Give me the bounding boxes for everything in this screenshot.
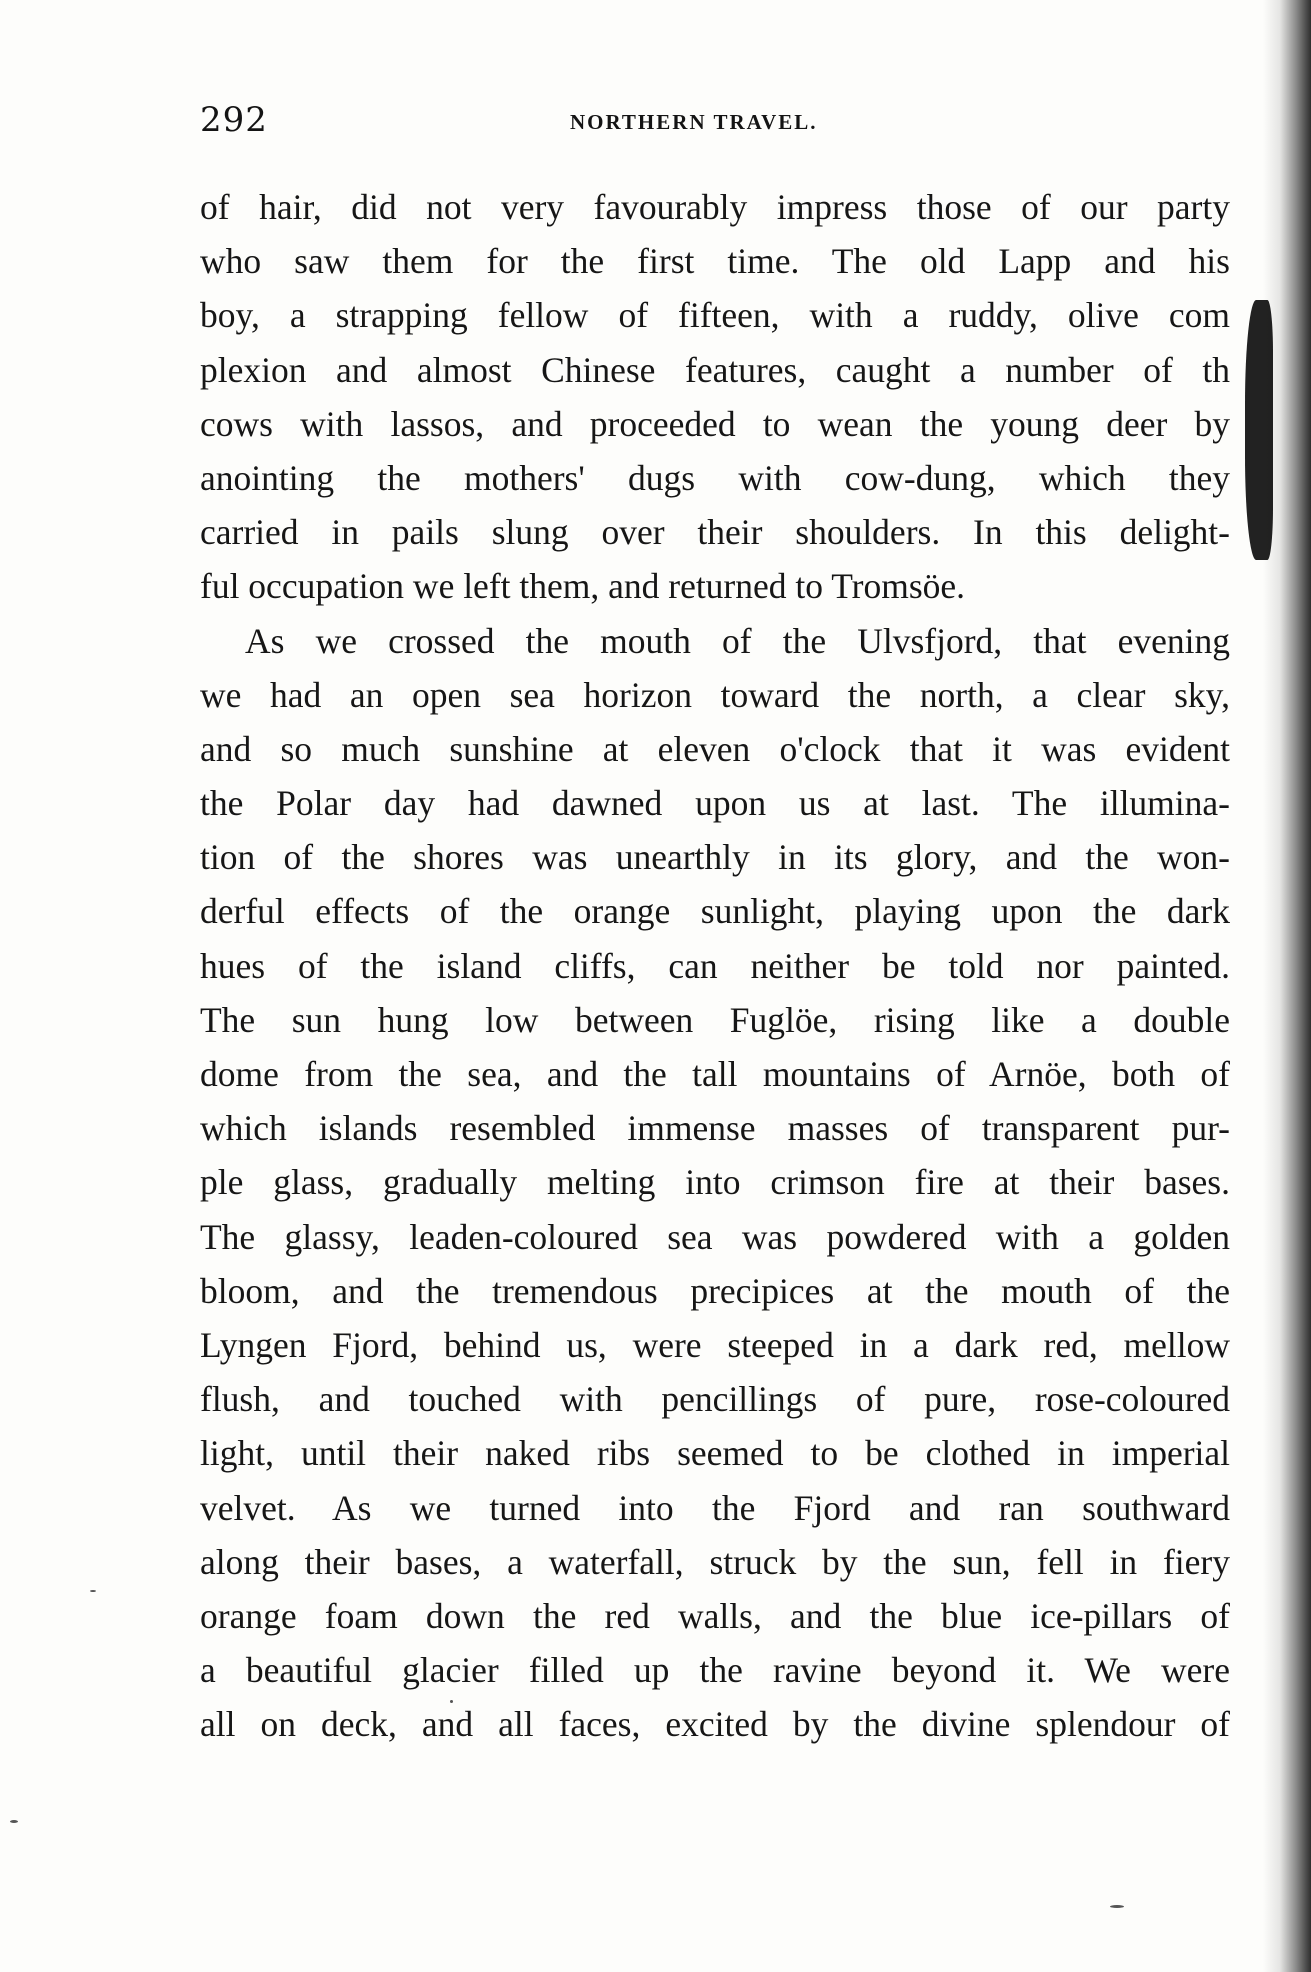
text-line: a beautiful glacier filled up the ravine beyond it. We were — [200, 1650, 1230, 1691]
binding-shadow — [1263, 0, 1311, 1972]
ink-blot — [1245, 300, 1273, 560]
text-line: we had an open sea horizon toward the north, a clear sky, — [200, 674, 1230, 715]
page-header — [200, 100, 1230, 160]
text-line: carried in pails slung over their shoulders. In this delight- — [200, 512, 1230, 553]
paper-speck — [90, 1590, 96, 1592]
body-text — [200, 180, 1230, 1751]
paragraph-start-line: As we crossed the mouth of the Ulvsfjord, that evening — [245, 620, 1230, 661]
text-line: tion of the shores was unearthly in its glory, and the won- — [200, 837, 1230, 878]
paper-speck — [1110, 1905, 1124, 1908]
text-line: boy, a strapping fellow of fifteen, with a ruddy, olive com — [200, 295, 1230, 336]
text-line: who saw them for the first time. The old Lapp and his — [200, 241, 1230, 282]
paper-speck — [450, 1700, 453, 1703]
text-line: and so much sunshine at eleven o'clock that it was evident — [200, 728, 1230, 769]
text-line: of hair, did not very favourably impress those of our party — [200, 187, 1230, 227]
text-line: derful effects of the orange sunlight, playing upon the dark — [200, 891, 1230, 932]
text-line: bloom, and the tremendous precipices at the mouth of the — [200, 1270, 1230, 1311]
text-line: The glassy, leaden-coloured sea was powdered with a golden — [200, 1216, 1230, 1257]
text-line: anointing the mothers' dugs with cow-dung, which they — [200, 457, 1230, 498]
text-line: all on deck, and all faces, excited by the divine splendour of — [200, 1704, 1230, 1745]
text-line: hues of the island cliffs, can neither be told nor painted. — [200, 945, 1230, 986]
text-line: cows with lassos, and proceeded to wean the young deer by — [200, 403, 1230, 444]
text-line: ple glass, gradually melting into crimson fire at their bases. — [200, 1162, 1230, 1203]
text-line: dome from the sea, and the tall mountains of Arnöe, both of — [200, 1054, 1230, 1094]
text-line: velvet. As we turned into the Fjord and ran southward — [200, 1487, 1230, 1528]
text-line: along their bases, a waterfall, struck by the sun, fell in fiery — [200, 1541, 1230, 1582]
text-line: The sun hung low between Fuglöe, rising like a double — [200, 999, 1230, 1040]
text-line: orange foam down the red walls, and the blue ice-pillars of — [200, 1595, 1230, 1636]
running-head: NORTHERN TRAVEL. — [570, 110, 818, 134]
text-line: light, until their naked ribs seemed to be clothed in imperial — [200, 1433, 1230, 1474]
text-line: which islands resembled immense masses of transparent pur- — [200, 1108, 1230, 1149]
text-line: the Polar day had dawned upon us at last. The illumina- — [200, 783, 1230, 824]
page-number: 292 — [200, 100, 268, 140]
paper-speck — [10, 1820, 18, 1823]
text-line: plexion and almost Chinese features, caught a number of th — [200, 349, 1230, 390]
text-line: ful occupation we left them, and returned to Tromsöe. — [200, 566, 966, 607]
text-line: flush, and touched with pencillings of pure, rose-coloured — [200, 1379, 1230, 1420]
text-line: Lyngen Fjord, behind us, were steeped in a dark red, mellow — [200, 1324, 1230, 1365]
